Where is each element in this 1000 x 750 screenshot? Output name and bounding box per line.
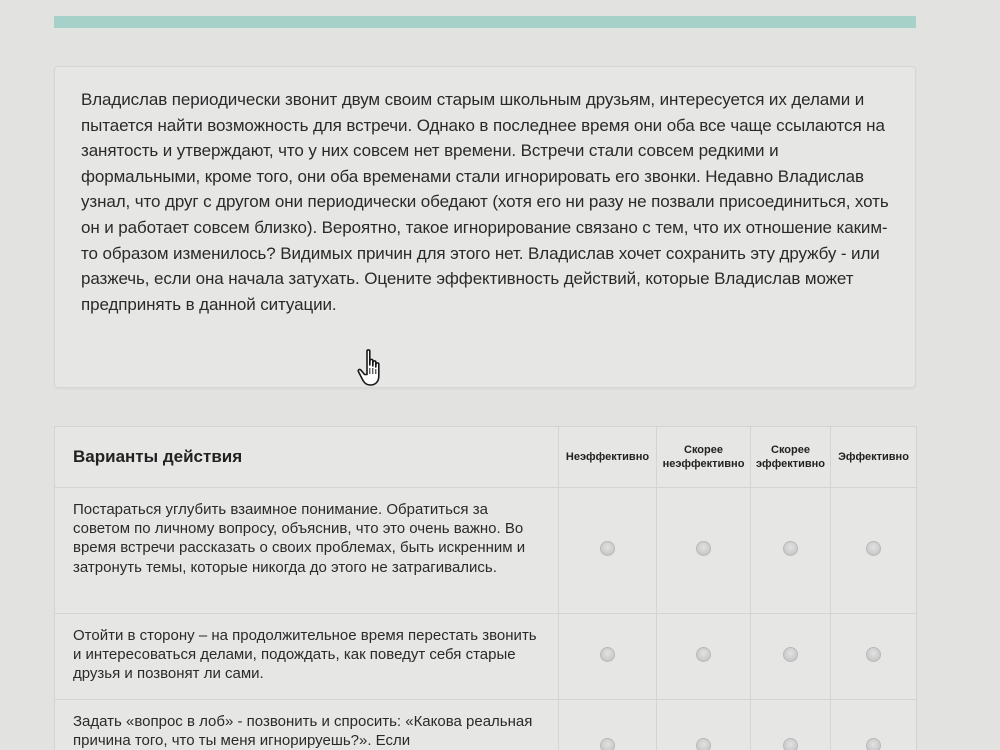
radio-cell bbox=[657, 614, 751, 700]
option-text: Отойти в сторону – на продолжительное время перестать звонить и интересоваться делами, подождать, как поведут себя старые друзья и позвонят ли сами. bbox=[55, 614, 559, 700]
hand-pointer-icon bbox=[355, 348, 389, 390]
radio-rather-effective[interactable] bbox=[783, 647, 798, 662]
action-options-table bbox=[54, 426, 917, 750]
radio-rather-effective[interactable] bbox=[783, 738, 798, 750]
radio-rather-ineffective[interactable] bbox=[696, 647, 711, 662]
progress-bar bbox=[54, 16, 916, 28]
radio-rather-ineffective[interactable] bbox=[696, 541, 711, 556]
column-header-effective: Эффективно bbox=[831, 427, 917, 488]
progress-bar-fill bbox=[54, 16, 916, 28]
radio-effective[interactable] bbox=[866, 541, 881, 556]
column-header-rather-effective: Скорее эффективно bbox=[751, 427, 831, 488]
column-header-ineffective: Неэффективно bbox=[559, 427, 657, 488]
radio-ineffective[interactable] bbox=[600, 541, 615, 556]
radio-cell bbox=[831, 614, 917, 700]
radio-rather-effective[interactable] bbox=[783, 541, 798, 556]
table-title: Варианты действия bbox=[55, 427, 559, 488]
radio-rather-ineffective[interactable] bbox=[696, 738, 711, 750]
option-text: Постараться углубить взаимное понимание. Обратиться за советом по личному вопросу, объяснив, что это очень важно. Во время встречи рассказать о своих проблемах, быть искренним и затронуть темы, которые никогда до этого не затрагивались. bbox=[55, 488, 559, 614]
radio-cell bbox=[559, 614, 657, 700]
radio-cell bbox=[657, 700, 751, 750]
radio-cell bbox=[831, 488, 917, 614]
radio-cell bbox=[657, 488, 751, 614]
table-header-row bbox=[55, 427, 917, 488]
table-row bbox=[55, 488, 917, 614]
radio-effective[interactable] bbox=[866, 738, 881, 750]
radio-ineffective[interactable] bbox=[600, 647, 615, 662]
scenario-text: Владислав периодически звонит двум своим старым школьным друзьям, интересуется их делами и пытается найти возможность для встречи. Однако в последнее время они оба все чаще ссылаются на занятость и утверждают, что у них совсем нет времени. Встречи стали совсем редкими и формальными, кроме того, они оба временами стали игнорировать его звонки. Недавно Владислав узнал, что друг с другом они периодически обедают (хотя его ни разу не позвали присоединиться, хоть он и работает совсем близко). Вероятно, такое игнорирование связано с тем, что их отношение каким-то образом изменилось? Видимых причин для этого нет. Владислав хочет сохранить эту дружбу - или разжечь, если она начала затухать. Оцените эффективность действий, которые Владислав может предпринять в данной ситуации. bbox=[81, 90, 889, 314]
radio-effective[interactable] bbox=[866, 647, 881, 662]
radio-cell bbox=[831, 700, 917, 750]
option-text: Задать «вопрос в лоб» - позвонить и спросить: «Какова реальная причина того, что ты меня игнорируешь?». Если bbox=[55, 700, 559, 750]
table-row bbox=[55, 614, 917, 700]
radio-cell bbox=[751, 700, 831, 750]
radio-cell bbox=[751, 614, 831, 700]
scenario-card bbox=[54, 66, 916, 388]
table-row bbox=[55, 700, 917, 750]
radio-cell bbox=[751, 488, 831, 614]
radio-cell bbox=[559, 700, 657, 750]
column-header-rather-ineffective: Скорее неэффективно bbox=[657, 427, 751, 488]
radio-ineffective[interactable] bbox=[600, 738, 615, 750]
radio-cell bbox=[559, 488, 657, 614]
